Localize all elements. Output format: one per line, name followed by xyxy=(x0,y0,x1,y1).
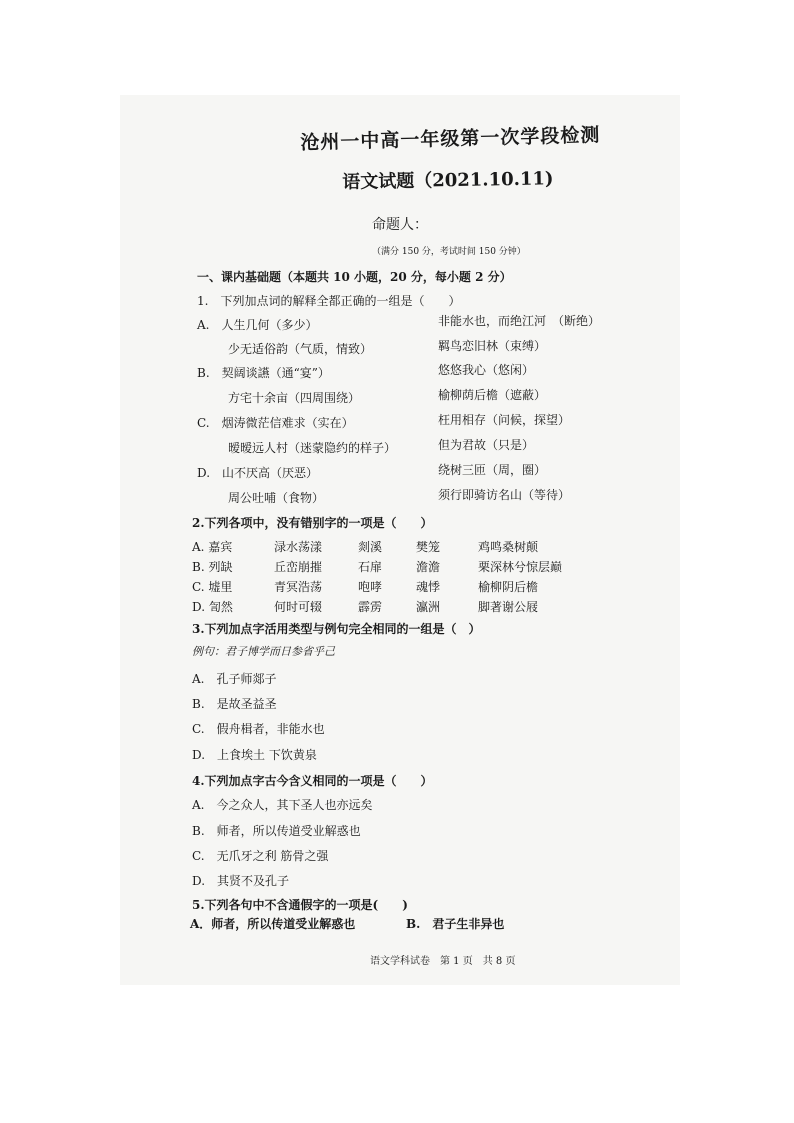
q2-cell: C. 墟里 xyxy=(192,580,233,594)
q1-option-b-left2: 方宅十余亩（四周围绕） xyxy=(228,391,361,405)
q2-cell: 魂悸 xyxy=(416,580,441,594)
q2-cell: 何时可辍 xyxy=(274,600,323,614)
q1-option-d-right: 绕树三匝（周，圈） xyxy=(438,463,547,477)
q4-option-d: D. 其贤不及孔子 xyxy=(192,874,290,888)
q2-cell: 樊笼 xyxy=(416,540,441,554)
q2-cell: 石扉 xyxy=(358,560,383,574)
q4-option-c: C. 无爪牙之利 筋骨之强 xyxy=(192,849,329,863)
q1-option-b-right: 悠悠我心（悠闲） xyxy=(438,363,535,377)
q2-cell: 霹雳 xyxy=(358,600,383,614)
section-heading: 一、课内基础题（本题共 10 小题，20 分，每小题 2 分） xyxy=(197,270,512,284)
q4-stem: 4.下列加点字古今含义相同的一项是（ ） xyxy=(192,774,433,788)
q3-option-c: C. 假舟楫者，非能水也 xyxy=(192,722,325,736)
q5-stem: 5.下列各句中不含通假字的一项是( ) xyxy=(192,898,408,912)
q1-option-c-right2: 但为君故（只是） xyxy=(438,438,535,452)
q1-option-c-right: 枉用相存（问候，探望） xyxy=(438,413,571,427)
q1-option-b-left: B. 契阔谈讌（通“宴”） xyxy=(197,366,330,380)
q2-cell: 榆柳阴后檐 xyxy=(478,580,539,594)
q3-option-a: A. 孔子师郯子 xyxy=(192,672,277,686)
q2-cell: A. 嘉宾 xyxy=(192,540,233,554)
q4-option-b: B. 师者，所以传道受业解惑也 xyxy=(192,824,361,838)
q2-stem: 2.下列各项中，没有错别字的一项是（ ） xyxy=(192,516,433,530)
q1-option-a-left: A. 人生几何（多少） xyxy=(197,318,318,332)
q1-option-c-left: C. 烟涛微茫信难求（实在） xyxy=(197,416,354,430)
exam-title: 沧州一中高一年级第一次学段检测 xyxy=(300,124,601,154)
q2-cell: 剡溪 xyxy=(358,540,383,554)
q3-option-d: D. 上食埃土 下饮黄泉 xyxy=(192,748,317,762)
q2-cell: 青冥浩荡 xyxy=(274,580,323,594)
q1-option-b-right2: 榆柳荫后檐（遮蔽） xyxy=(438,388,547,402)
q1-option-c-left2: 暧暧远人村（迷蒙隐约的样子） xyxy=(228,441,397,455)
q2-cell: 渌水荡漾 xyxy=(274,540,323,554)
q2-cell: 瀛洲 xyxy=(416,600,441,614)
q3-option-b: B. 是故圣益圣 xyxy=(192,697,277,711)
q5-option-b: B. 君子生非异也 xyxy=(406,917,505,931)
q2-cell: B. 列缺 xyxy=(192,560,233,574)
q5-option-a: A．师者，所以传道受业解惑也 xyxy=(190,917,356,931)
q2-cell: 鸡鸣桑树颠 xyxy=(478,540,539,554)
q3-stem: 3.下列加点字活用类型与例句完全相同的一组是（ ） xyxy=(192,622,481,636)
q1-stem: 1. 下列加点词的解释全都正确的一组是（ ） xyxy=(197,294,461,308)
q4-option-a: A. 今之众人，其下圣人也亦远矣 xyxy=(192,798,373,812)
q1-option-a-right2: 羁鸟恋旧林（束缚） xyxy=(438,339,547,353)
q2-cell: 咆哮 xyxy=(358,580,383,594)
setter-label: 命题人： xyxy=(372,217,428,233)
q1-option-d-right2: 须行即骑访名山（等待） xyxy=(438,488,571,502)
q1-option-d-left2: 周公吐哺（食物） xyxy=(228,491,325,505)
exam-subtitle: 语文试题（2021.10.11) xyxy=(342,168,554,193)
q2-cell: D. 訇然 xyxy=(192,600,233,614)
score-time-note: （满分 150 分，考试时间 150 分钟） xyxy=(372,247,526,257)
page-footer: 语文学科试卷 第 1 页 共 8 页 xyxy=(370,956,516,967)
q2-cell: 脚著谢公屐 xyxy=(478,600,539,614)
q2-cell: 丘峦崩摧 xyxy=(274,560,323,574)
q2-cell: 澹澹 xyxy=(416,560,441,574)
q1-option-a-right: 非能水也，而绝江河 （断绝） xyxy=(438,314,601,328)
q3-example: 例句：君子博学而日参省乎己 xyxy=(192,645,335,658)
q1-option-a-left2: 少无适俗韵（气质，情致） xyxy=(228,342,373,356)
q2-cell: 栗深林兮惊层巅 xyxy=(478,560,563,574)
q1-option-d-left: D. 山不厌高（厌恶） xyxy=(197,466,319,480)
